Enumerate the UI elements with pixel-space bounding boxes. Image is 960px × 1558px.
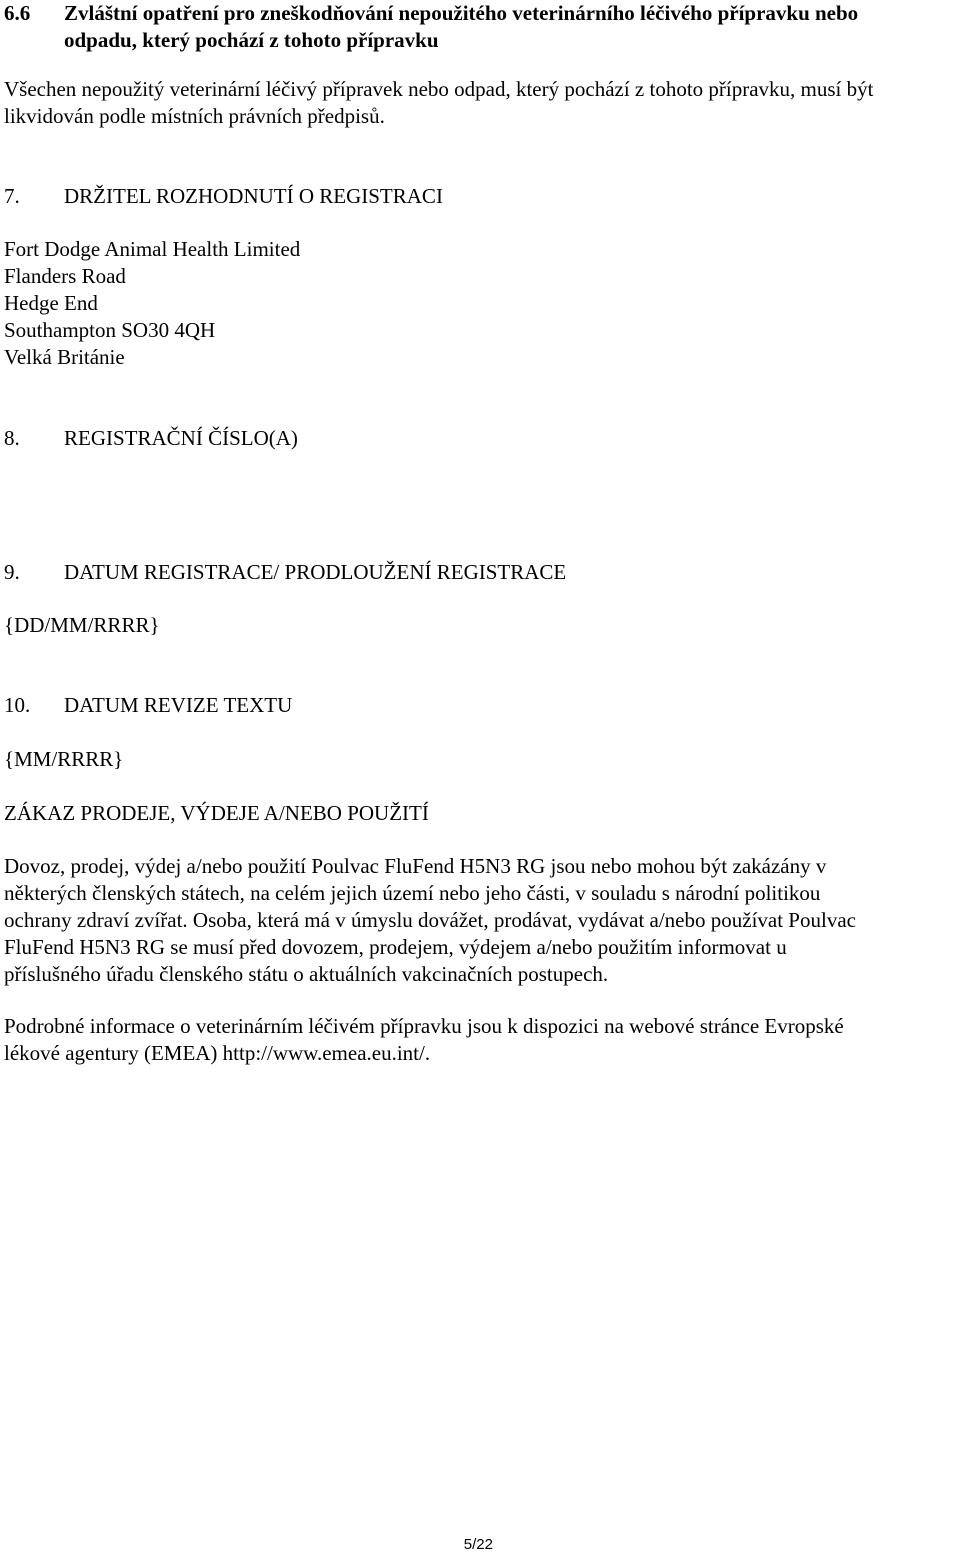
section-7-title: DRŽITEL ROZHODNUTÍ O REGISTRACI <box>64 184 443 208</box>
section-9-title: DATUM REGISTRACE/ PRODLOUŽENÍ REGISTRACE <box>64 560 567 584</box>
section-6-6-body-line-1: Všechen nepoužitý veterinární léčivý přípravek nebo odpad, který pochází z tohoto přípravku, musí být <box>4 77 874 101</box>
prohibition-title: ZÁKAZ PRODEJE, VÝDEJE A/NEBO POUŽITÍ <box>4 801 429 825</box>
holder-address-line: Hedge End <box>4 291 98 315</box>
paragraph-line: ochrany zdraví zvířat. Osoba, která má v úmyslu dovážet, prodávat, vydávat a/nebo používat Poulvac <box>4 908 856 932</box>
holder-address-line: Southampton SO30 4QH <box>4 318 216 342</box>
section-6-6-title-line-1: Zvláštní opatření pro zneškodňování nepoužitého veterinárního léčivého přípravku nebo <box>64 1 859 25</box>
section-10-title: DATUM REVIZE TEXTU <box>64 693 293 717</box>
paragraph-line: příslušného úřadu členského státu o aktuálních vakcinačních postupech. <box>4 962 609 986</box>
holder-address-line: Velká Británie <box>4 345 125 369</box>
section-6-6-number: 6.6 <box>4 1 31 25</box>
info-paragraph <box>4 1013 954 1067</box>
paragraph-line: některých členských státech, na celém jejich území nebo jeho části, v souladu s národní politikou <box>4 881 821 905</box>
paragraph-line: lékové agentury (EMEA) http://www.emea.eu.int/. <box>4 1041 431 1065</box>
holder-address-line: Flanders Road <box>4 264 126 288</box>
prohibition-paragraph <box>4 853 954 988</box>
section-9-number: 9. <box>4 560 20 584</box>
paragraph-line: FluFend H5N3 RG se musí před dovozem, prodejem, výdejem a/nebo použitím informovat u <box>4 935 787 959</box>
section-6-6-body-line-2: likvidován podle místních právních předpisů. <box>4 104 385 128</box>
section-6-6-title-line-2: odpadu, který pochází z tohoto přípravku <box>64 28 439 52</box>
registration-date-value: {DD/MM/RRRR} <box>4 613 160 637</box>
page-number: 5/22 <box>463 1536 493 1553</box>
revision-date-value: {MM/RRRR} <box>4 747 124 771</box>
section-8-number: 8. <box>4 426 20 450</box>
paragraph-line: Podrobné informace o veterinárním léčivém přípravku jsou k dispozici na webové stránce Evropské <box>4 1014 844 1038</box>
section-10-number: 10. <box>4 693 31 717</box>
holder-address-line: Fort Dodge Animal Health Limited <box>4 237 301 261</box>
paragraph-line: Dovoz, prodej, výdej a/nebo použití Poulvac FluFend H5N3 RG jsou nebo mohou být zakázány v <box>4 854 827 878</box>
section-7-number: 7. <box>4 184 20 208</box>
page-footer <box>0 1536 960 1554</box>
section-8-title: REGISTRAČNÍ ČÍSLO(A) <box>64 426 298 450</box>
